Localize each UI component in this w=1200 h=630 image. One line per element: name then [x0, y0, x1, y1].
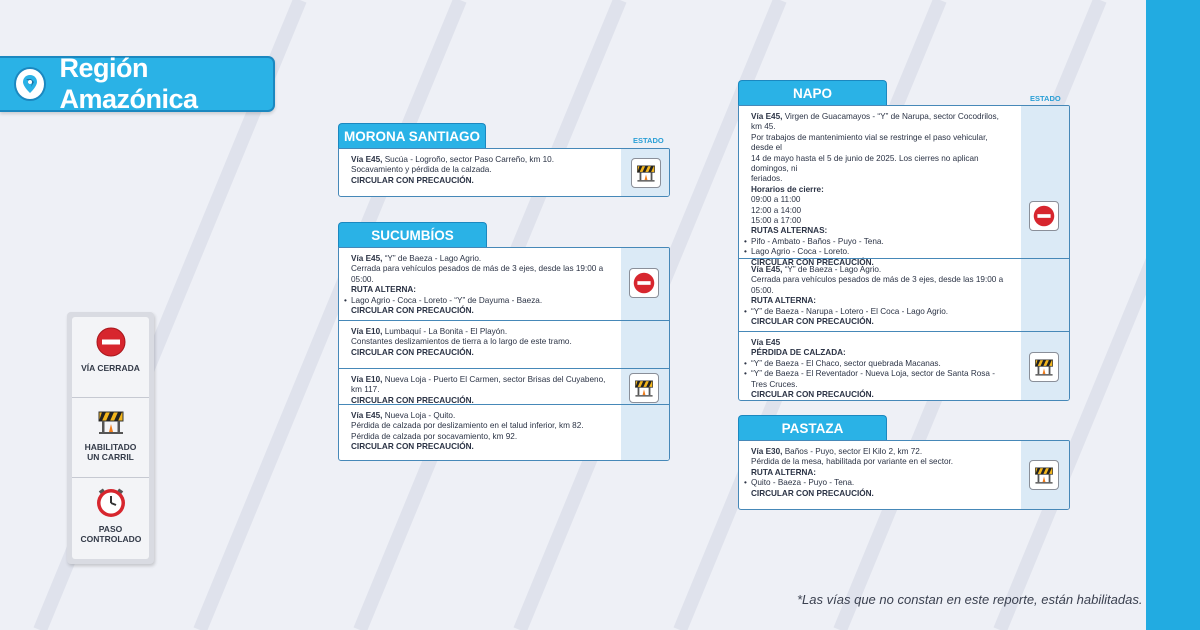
right-accent-bar [1146, 0, 1200, 630]
status-barrier-icon [629, 373, 659, 403]
region-header [0, 53, 275, 114]
section-title-sucumbios: SUCUMBÍOS [338, 222, 487, 248]
section-box-pastaza [738, 440, 1070, 510]
footnote: *Las vías que no constan en este reporte, están habilitadas. [797, 592, 1143, 607]
road-entry: Vía E45 PÉRDIDA DE CALZADA: • “Y” de Baeza - El Chaco, sector quebrada Macanas. • “Y” de Baeza - El Reventador - Nueva Loja, sector de Santa Rosa - Tres Cruces. CIRCULAR CON PRECAUCIÓN. [739, 331, 1069, 401]
map-pin-icon [14, 67, 46, 101]
legend-label-controlled: PASO CONTROLADO [80, 524, 142, 544]
legend [67, 312, 154, 564]
estado-label: ESTADO [633, 136, 664, 145]
section-title-pastaza: PASTAZA [738, 415, 887, 441]
closed-road-icon [96, 327, 126, 357]
legend-item-closed [72, 317, 149, 397]
road-entry: Vía E30, Baños - Puyo, sector El Kilo 2, km 72. Pérdida de la mesa, habilitada por variante en el sector. RUTA ALTERNA: • Quito - Baeza - Puyo - Tena. CIRCULAR CON PRECAUCIÓN. [739, 441, 1069, 510]
section-title-morona: MORONA SANTIAGO [338, 123, 486, 149]
road-entry: Vía E10, Lumbaquí - La Bonita - El Playón. Constantes deslizamientos de tierra a lo largo de este tramo. CIRCULAR CON PRECAUCIÓN. [339, 320, 669, 368]
status-closed-road-icon [1029, 201, 1059, 231]
legend-label-one-lane: HABILITADO UN CARRIL [84, 442, 137, 462]
status-barrier-icon [1029, 352, 1059, 382]
legend-label-closed: VÍA CERRADA [81, 363, 140, 373]
road-entry: Vía E45, Nueva Loja - Quito. Pérdida de calzada por deslizamiento en el talud inferior, km 82. Pérdida de calzada por socavamiento, km 92. CIRCULAR CON PRECAUCIÓN. [339, 404, 669, 461]
road-entry: Vía E45, Virgen de Guacamayos - “Y” de Narupa, sector Cocodrilos, km 45. Por trabajos de mantenimiento vial se restringe el paso vehicular, desde el 14 de mayo hasta el 5 de junio de 2025. Los cierres no aplican domingos, ni feriados. Horarios de cierre: 09:00 a 11:00 12:00 a 14:00 15:00 a 17:00 RUTAS ALTERNAS: • Pifo - Ambato - Baños - Puyo - Tena. • Lago Agrio - Coca - Loreto. CIRCULAR CON PRECAUCIÓN. [739, 106, 1069, 258]
section-title-napo: NAPO [738, 80, 887, 106]
road-entry: Vía E10, Nueva Loja - Puerto El Carmen, sector Brisas del Cuyabeno, km 117. CIRCULAR CON PRECAUCIÓN. [339, 368, 669, 404]
section-box-morona [338, 148, 670, 197]
clock-icon [96, 488, 126, 518]
road-entry: Vía E45, Sucúa - Logroño, sector Paso Carreño, km 10. Socavamiento y pérdida de la calzada. CIRCULAR CON PRECAUCIÓN. [339, 149, 669, 197]
legend-item-one-lane [72, 397, 149, 477]
status-closed-road-icon [629, 268, 659, 298]
region-title: Región Amazónica [59, 53, 198, 114]
status-barrier-icon [631, 158, 661, 188]
section-box-sucumbios [338, 247, 670, 461]
road-entry: Vía E45, “Y” de Baeza - Lago Agrio. Cerrada para vehículos pesados de más de 3 ejes, desde las 19:00 a 05:00. RUTA ALTERNA: • Lago Agrio - Coca - Loreto - “Y” de Dayuma - Baeza. CIRCULAR CON PRECAUCIÓN. [339, 248, 669, 320]
road-entry: Vía E45, “Y” de Baeza - Lago Agrio. Cerrada para vehículos pesados de más de 3 ejes, desde las 19:00 a 05:00. RUTA ALTERNA: • “Y” de Baeza - Narupa - Lotero - El Coca - Lago Agrio. CIRCULAR CON PRECAUCIÓN. [739, 258, 1069, 331]
section-box-napo [738, 105, 1070, 401]
legend-item-controlled [72, 477, 149, 557]
estado-label: ESTADO [1030, 94, 1061, 103]
barrier-icon [96, 408, 126, 436]
status-barrier-icon [1029, 460, 1059, 490]
